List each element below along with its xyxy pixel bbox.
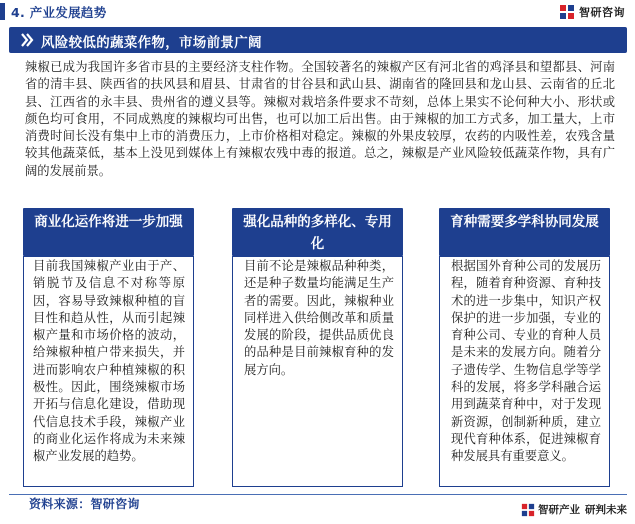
brand-logo: [559, 3, 625, 21]
card-title-variety: 强化品种的多样化、专用化: [232, 208, 403, 256]
section-accent-bar: [0, 3, 5, 20]
card-text-variety: 目前不论是辣椒品种种类，还是种子数量均能满足生产者的需要。因此，辣椒种业同样进入供给侧改革和质量发展的阶段，提供品质优良的品种是目前辣椒育种的发展方向。: [244, 259, 394, 377]
intro-paragraph: 辣椒已成为我国许多省市县的主要经济支柱作物。全国较著名的辣椒产区有河北省的鸡泽县和望都县、河南省的清丰县、陕西省的扶风县和眉县、甘肃省的甘谷县和武山县、湖南省的隆回县和龙山县、云南省的丘北县、江西省的永丰县、贵州省的遵义县等。辣椒对栽培条件要求不苛刻，总体上果实不论何种大小、形状或颜色均可食用，不同成熟度的辣椒均可出售，也可以加工后出售。由于辣椒的加工方式多，加工量大，上市消费时间长没有集中上市的消费压力，上市价格相对稳定。辣椒的外果皮较厚，农药的内吸性差，农残含量较其他蔬菜低，基本上没见到媒体上有辣椒农残中毒的报道。总之，辣椒是产业风险较低蔬菜作物，具有广阔的发展前景。: [25, 60, 615, 178]
zhiyan-logo-icon: [559, 4, 575, 20]
card-text-commercialization: 目前我国辣椒产业由于产、销脱节及信息不对称等原因，容易导致辣椒种植的盲目性和趋从性，从而引起辣椒产量和市场价格的波动，给辣椒种植户带来损失，并进而影响农户种植辣椒的积极性。因此，围绕辣椒市场开拓与信息化建设，借助现代信息技术手段，辣椒产业的商业化运作将成为未来辣椒产业发展的趋势。: [33, 259, 185, 464]
section-title: 4. 产业发展趋势: [11, 5, 107, 20]
source-note: 资料来源：智研咨询: [29, 497, 140, 511]
card-text-breeding: 根据国外育种公司的发展历程，随着育种资源、育种技术的进一步集中，知识产权保护的进一步加强，专业的育种公司、专业的育种人员是未来的发展方向。随着分子遗传学、生物信息学等学科的发展，将多学科融合运用到蔬菜育种中，对于发现新资源，创制新种质，建立现代育种体系，促进辣椒育种发展具有重要意义。: [451, 259, 601, 464]
card-title-commercialization: 商业化运作将进一步加强: [23, 208, 194, 256]
section-header: [0, 0, 635, 24]
topic-heading: 风险较低的蔬菜作物，市场前景广阔: [41, 35, 262, 51]
topic-banner: [9, 27, 627, 53]
footer-slogan-b: 研判未来: [585, 504, 627, 516]
double-chevron-icon: [20, 33, 34, 47]
zhiyan-logo-icon: [521, 503, 535, 517]
card-title-breeding: 育种需要多学科协同发展: [439, 208, 610, 256]
footer-brand: [521, 502, 627, 517]
brand-name: 智研咨询: [579, 6, 625, 19]
footer-slogan-a: 智研产业: [538, 504, 580, 516]
